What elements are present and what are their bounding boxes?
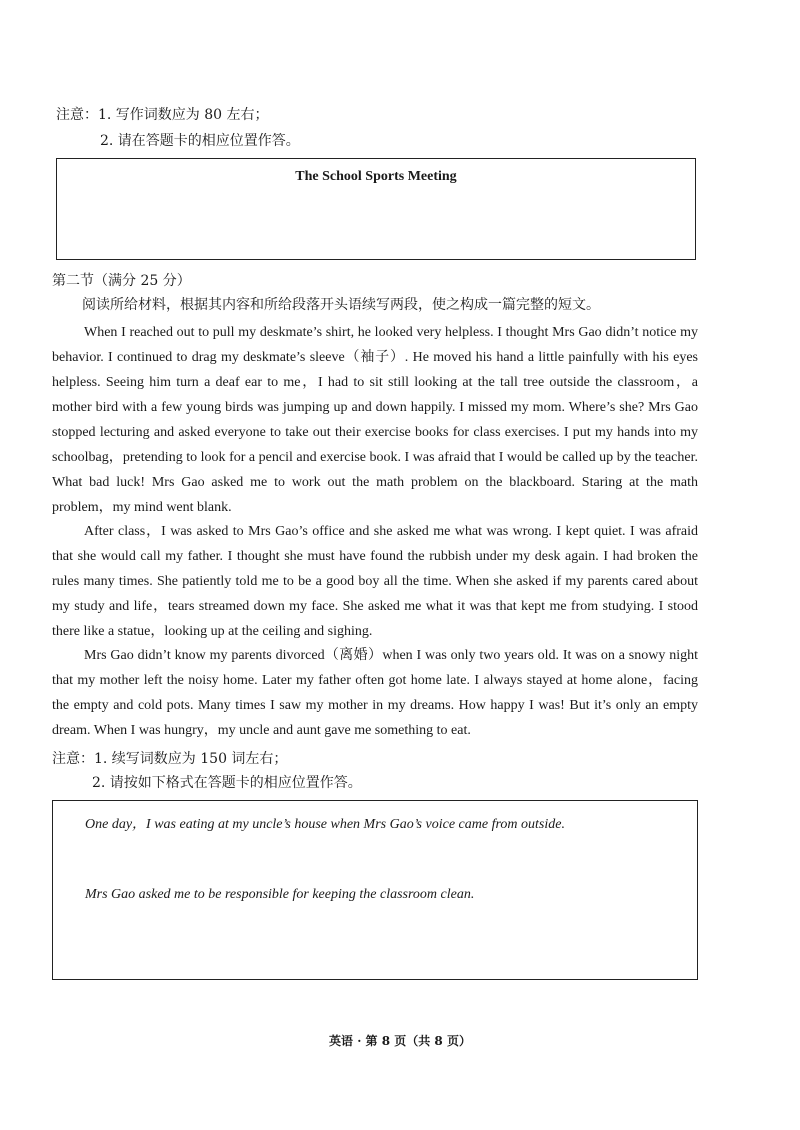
continuation-note-1: 注意：1. 续写词数应为 150 词左右；: [52, 751, 288, 767]
continuation-answer-box: [52, 800, 698, 980]
writing-answer-box: [56, 158, 696, 260]
writing-note-1: 注意：1. 写作词数应为 80 左右；: [56, 107, 269, 123]
story-paragraph: Mrs Gao didn’t know my parents divorced（离婚）when I was only two years old. It was on a snowy night that my mother left the noisy home. Later my father often got home late. I always stayed at home alone，facing the empty and cold pots. Many times I saw my mother in my dreams. How happy I was! But it’s only an empty dream. When I was hungry，my uncle and aunt gave me something to eat.: [52, 648, 698, 738]
story-paragraph: When I reached out to pull my deskmate’s shirt, he looked very helpless. I thought Mrs Gao didn’t notice my behavior. I continued to drag my deskmate’s sleeve（袖子）. He moved his hand a little painfully with his eyes helpless. Seeing him turn a deaf ear to me，I had to sit still looking at the tall tree outside the classroom，a mother bird with a few young birds was jumping up and down happily. I missed my mom. Where’s she? Mrs Gao stopped lecturing and asked everyone to take out their exercise books for class exercises. I put my hands into my schoolbag，pretending to look for a pencil and exercise book. I was afraid that I would be called up by the teacher. What bad luck! Mrs Gao asked me to work out the math problem on the blackboard. Staring at the math problem，my mind went blank.: [52, 325, 698, 515]
continuation-note-2: 2. 请按如下格式在答题卡的相应位置作答。: [92, 775, 362, 791]
section-instruction: 阅读所给材料，根据其内容和所给段落开头语续写两段，使之构成一篇完整的短文。: [82, 297, 600, 313]
writing-note-2: 2. 请在答题卡的相应位置作答。: [100, 133, 300, 149]
page-footer: 英语 · 第 8 页（共 8 页）: [329, 1034, 471, 1048]
story-paragraph: After class，I was asked to Mrs Gao’s office and she asked me what was wrong. I kept quiet. I was afraid that she would call my father. I thought she must have found the rubbish under my desk again. I had broken the rules many times. She patiently told me to be a good boy all the time. When she asked if my parents cared about my study and life，tears streamed down my face. She asked me what it was that kept me from studying. I stood there like a statue，looking up at the ceiling and sighing.: [52, 524, 698, 639]
section-title: 第二节（满分 25 分）: [52, 273, 191, 289]
paragraph-opener-1: One day，I was eating at my uncle’s house when Mrs Gao’s voice came from outside.: [85, 817, 565, 832]
writing-box-title: The School Sports Meeting: [295, 169, 457, 184]
paragraph-opener-2: Mrs Gao asked me to be responsible for keeping the classroom clean.: [85, 887, 475, 902]
